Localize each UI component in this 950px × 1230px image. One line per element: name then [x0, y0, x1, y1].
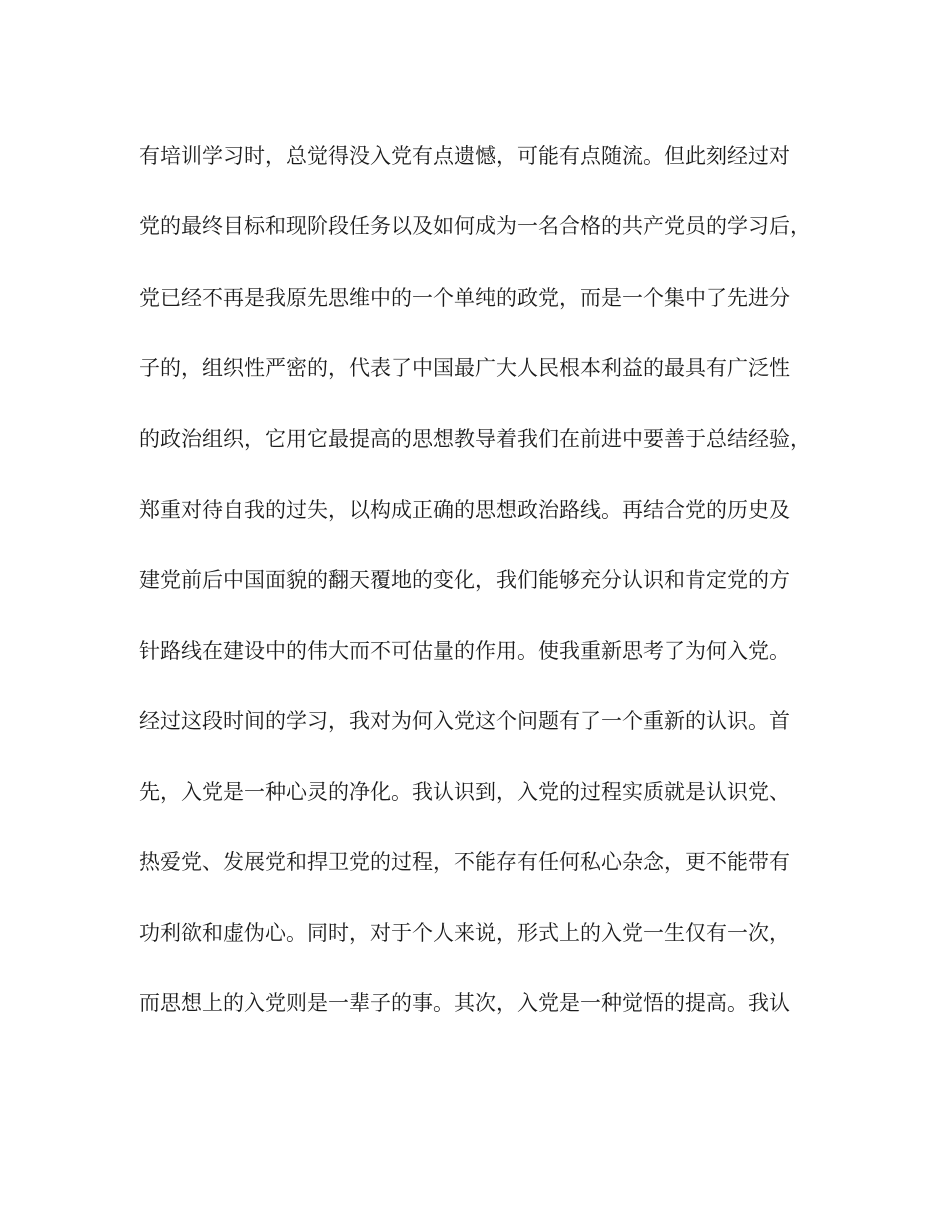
body-text-line: 而思想上的入党则是一辈子的事。其次，入党是一种觉悟的提高。我认 — [139, 991, 790, 1015]
body-text-line: 党已经不再是我原先思维中的一个单纯的政党，而是一个集中了先进分 — [139, 286, 790, 310]
body-text-line: 子的，组织性严密的，代表了中国最广大人民根本利益的最具有广泛性 — [139, 356, 790, 380]
body-text-line: 针路线在建设中的伟大而不可估量的作用。使我重新思考了为何入党。 — [139, 639, 790, 663]
body-text-line: 先，入党是一种心灵的净化。我认识到，入党的过程实质就是认识党、 — [139, 780, 790, 804]
body-text-line: 郑重对待自我的过失，以构成正确的思想政治路线。再结合党的历史及 — [139, 498, 790, 522]
body-text-line: 经过这段时间的学习，我对为何入党这个问题有了一个重新的认识。首 — [139, 709, 790, 733]
body-text-line: 有培训学习时，总觉得没入党有点遗憾，可能有点随流。但此刻经过对 — [139, 144, 790, 168]
body-text-line: 建党前后中国面貌的翻天覆地的变化，我们能够充分认识和肯定党的方 — [139, 568, 790, 592]
body-text-line: 热爱党、发展党和捍卫党的过程，不能存有任何私心杂念，更不能带有 — [139, 850, 790, 874]
body-text-line: 功利欲和虚伪心。同时，对于个人来说，形式上的入党一生仅有一次， — [139, 921, 790, 945]
body-text-line: 党的最终目标和现阶段任务以及如何成为一名合格的共产党员的学习后， — [139, 214, 811, 238]
body-text-line: 的政治组织，它用它最提高的思想教导着我们在前进中要善于总结经验， — [139, 427, 811, 451]
